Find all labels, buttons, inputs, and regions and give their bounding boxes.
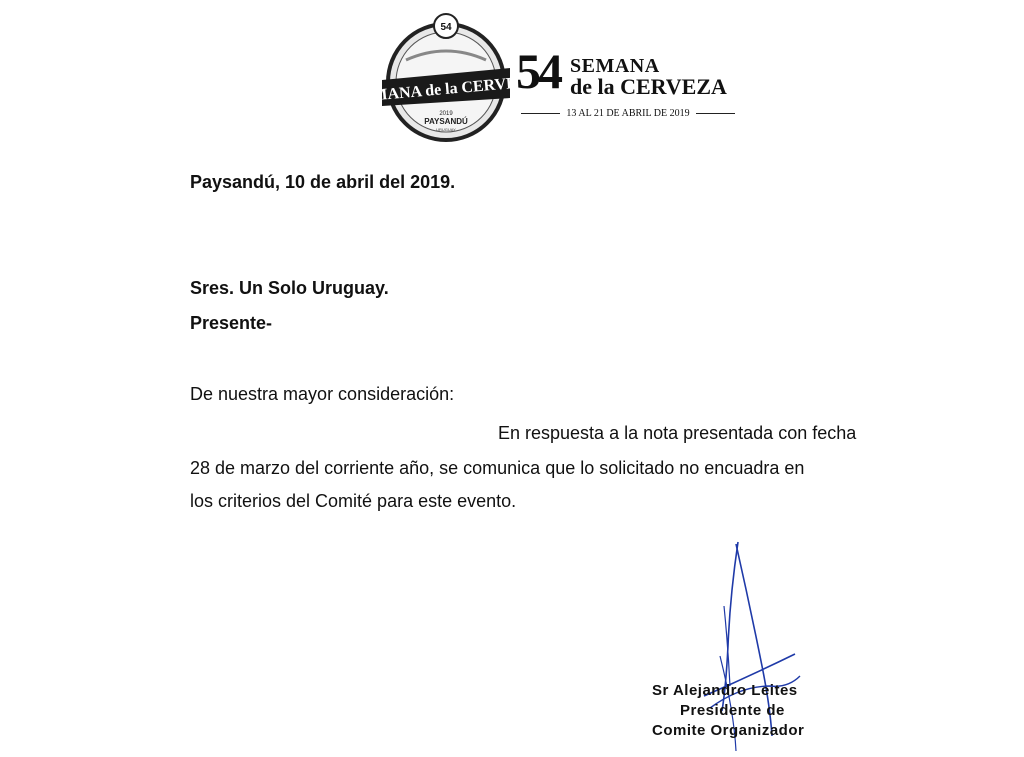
salutation: De nuestra mayor consideración: [190,384,455,404]
body-line-2: 28 de marzo del corriente año, se comunica que lo solicitado no encuadra en [190,458,805,478]
signatory-role-line-2: Comite Organizador [652,722,805,739]
presente-line: Presente- [190,313,273,333]
event-dates [521,106,735,120]
divider [521,113,560,114]
wordmark-cerveza: de la CERVEZA [570,74,727,99]
badge-country: URUGUAY [436,127,456,132]
badge-number: 54 [440,22,452,33]
wordmark-number: 54 [516,43,560,99]
badge-city: PAYSANDÚ [424,117,468,126]
signatory-role-line-1: Presidente de [680,702,785,719]
event-badge-logo [352,14,540,144]
badge-title: SEMANA de la CERVEZA [352,72,540,107]
badge-year: 2019 [439,111,453,117]
wordmark-semana: SEMANA [570,55,660,77]
body-line-1: En respuesta a la nota presentada con fecha [498,423,857,443]
event-dates-text: 13 AL 21 DE ABRIL DE 2019 [566,107,690,119]
place-date: Paysandú, 10 de abril del 2019. [190,172,456,192]
signatory-name: Sr Alejandro Leites [652,682,798,699]
divider [696,113,735,114]
recipient: Sres. Un Solo Uruguay. [190,278,389,298]
body-line-3: los criterios del Comité para este evento. [190,491,517,511]
